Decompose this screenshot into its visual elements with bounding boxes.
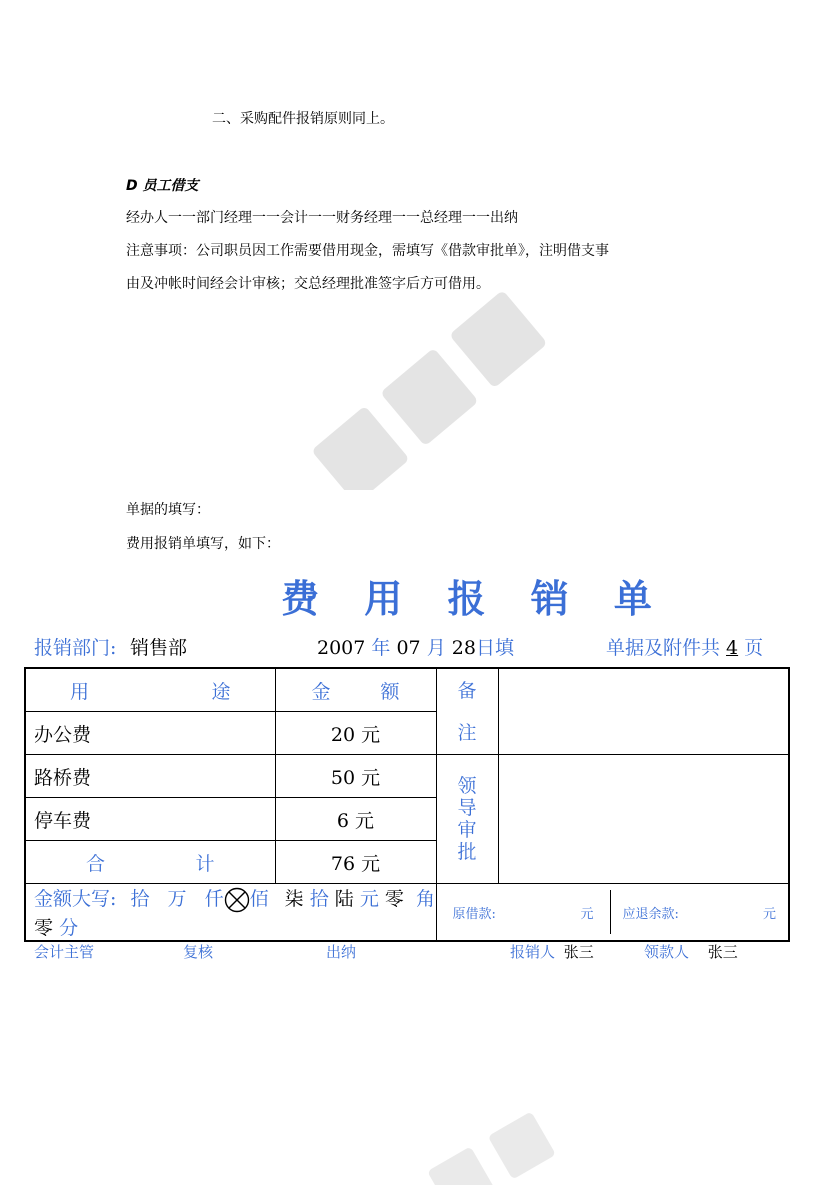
expense-form-table (24, 667, 790, 942)
accounting-supervisor-label: 会计主管 (34, 943, 95, 961)
crossed-circle-icon (224, 887, 250, 913)
watermark-logo-bottom (400, 1085, 620, 1185)
approval-flow: 经办人一一部门经理一一会计一一财务经理一一总经理一一出纳 (126, 210, 518, 226)
review-label: 复核 (183, 943, 214, 961)
year-label: 年 (371, 637, 391, 659)
original-loan: 原借款: 元 (437, 890, 611, 934)
attach-unit: 页 (744, 637, 764, 659)
receiver: 领款人 张三 (644, 943, 738, 961)
total-label: 合 计 (25, 841, 275, 884)
claimant: 报销人 张三 (510, 943, 594, 961)
attachment-count (606, 633, 763, 660)
day-value: 28 (451, 637, 476, 659)
fill-description: 费用报销单填写，如下： (126, 536, 280, 552)
attach-label: 单据及附件共 (606, 637, 721, 659)
usage-header: 用 途 (25, 668, 275, 712)
loan-refund-cell (436, 884, 789, 942)
capital-amount: 金额大写: 拾 万 仟 佰 柒 拾 陆 元 零 角 零 分 (25, 884, 436, 942)
amount-header: 金 额 (275, 668, 436, 712)
purchase-rule-line: 二、采购配件报销原则同上。 (212, 111, 394, 127)
section-heading: D 员工借支 (126, 178, 199, 194)
row-item: 路桥费 (25, 755, 275, 798)
month-value: 07 (396, 637, 421, 659)
remark-label: 备 注 (436, 668, 498, 755)
row-amount: 6 元 (275, 798, 436, 841)
row-amount: 50 元 (275, 755, 436, 798)
approval-label: 领 导 审 批 (436, 755, 498, 884)
form-title: 费 用 报 销 单 (281, 577, 668, 621)
watermark-logo (280, 290, 580, 490)
note-line-2: 由及冲帐时间经会计审核；交总经理批准签字后方可借用。 (126, 276, 490, 292)
date-line (317, 633, 514, 660)
row-amount: 20 元 (275, 712, 436, 755)
attach-count-value: 4 (726, 637, 739, 659)
table-row (25, 755, 789, 798)
cashier-label: 出纳 (326, 943, 357, 961)
total-amount: 76 元 (275, 841, 436, 884)
refund-balance: 应退余款: 元 (622, 906, 776, 922)
dept-label: 报销部门: (34, 637, 117, 659)
year-value: 2007 (317, 637, 366, 659)
capital-row (25, 884, 789, 942)
row-item: 办公费 (25, 712, 275, 755)
row-item: 停车费 (25, 798, 275, 841)
day-label: 日填 (475, 637, 514, 659)
remark-cell[interactable] (498, 668, 789, 755)
month-label: 月 (426, 637, 446, 659)
fill-label: 单据的填写： (126, 502, 210, 518)
dept-value: 销售部 (130, 637, 188, 659)
note-line-1: 注意事项：公司职员因工作需要借用现金，需填写《借款审批单》，注明借支事 (126, 243, 609, 259)
approval-cell[interactable] (498, 755, 789, 884)
